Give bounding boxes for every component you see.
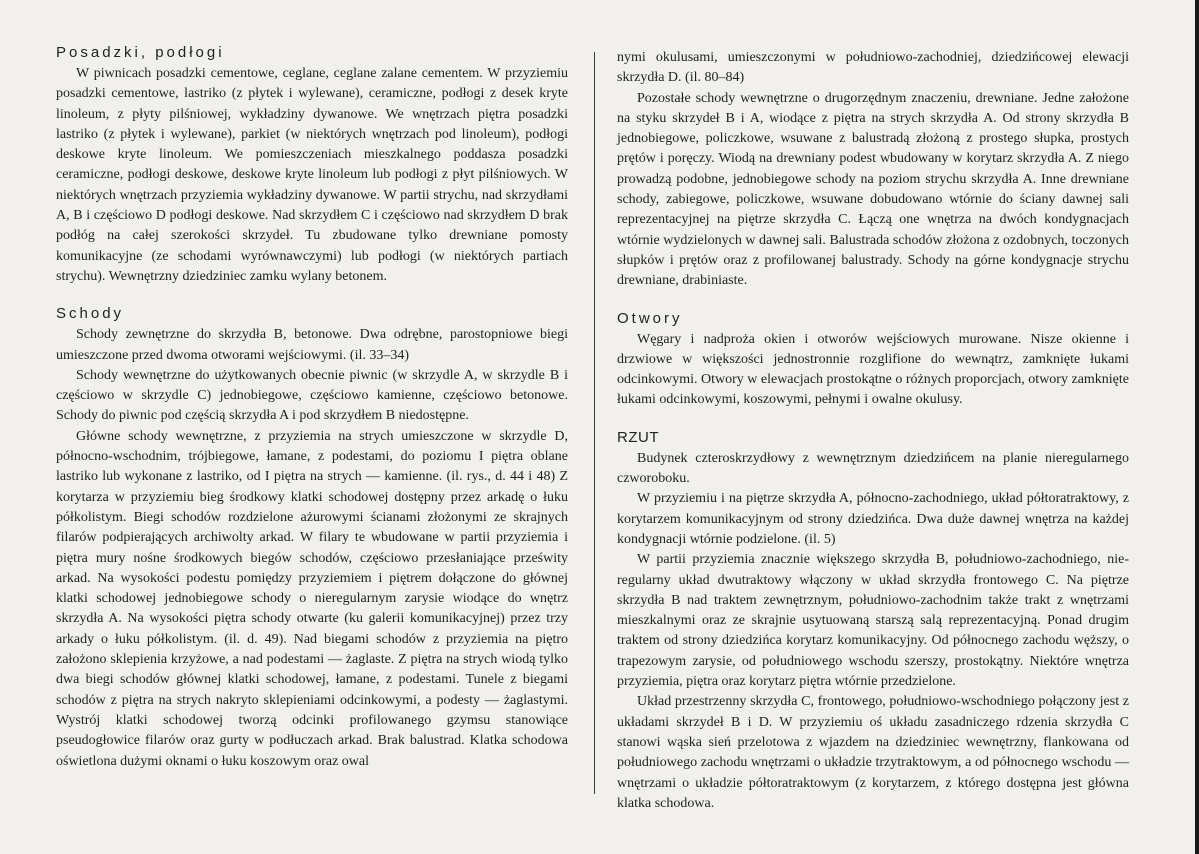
paragraph: Schody zewnętrzne do skrzydła B, betonowe. Dwa odrębne, parostopniowe biegi umieszczone przed dwoma otworami wejściowymi. (il. 33–34) — [56, 327, 568, 363]
paragraph-continuation: nymi okulusami, umieszczonymi w południowo-zachodniej, dziedzińcowej elewacji skrzydła D. (il. 80–84) — [617, 50, 1129, 86]
section-heading-plan: RZUT — [617, 428, 659, 446]
paragraph: W piwnicach posadzki cementowe, ceglane, ceglane zalane cementem. W przyziemiu posadzki cementowe, lastriko (z płytek i wylewane), ceramiczne, podłogi z desek kryte linoleum, z płyty pilśniowej, wykładziny dywanowe. We wnętrzach piętra posadzki lastriko (z płytek i wylewane), parkiet (w niektórych wnętrzach pod linoleum), podłogi deskowe kryte linoleum. We pomieszczeniach mieszkalnego poddasza posadzki ceramiczne, podłogi deskowe, deskowe kryte linoleum lub podłogi z płyt pilśniowych. W niektórych wnętrzach przyziemia wykładziny dywanowe. W partii strychu, nad skrzydłami A, B i częściowo D podłogi deskowe. Nad skrzydłem C i częściowo nad skrzydłem D brak podłóg na całej szerokości skrzydeł. Tu zbudowane tylko drewniane pomosty komunikacyjne (ze schodami wyrównawczymi) lub podłogi (w niektórych partiach strychu). Wewnętrzny dziedziniec zamku wylany betonem. — [56, 66, 568, 284]
paragraph: Węgary i nadproża okien i otworów wejściowych murowane. Nisze okienne i drzwiowe w większości jednostronnie rozglifione do wewnątrz, zamknięte łukami odcinkowymi. Otwory w elewacjach prostokątne o różnych proporcjach, otwory zamknięte łukami odcinkowymi, koszowymi, pełnymi i owalne okulusy. — [617, 331, 1129, 408]
paragraph: Pozostałe schody wewnętrzne o drugorzędnym znaczeniu, drewniane. Jedne założone na styku skrzydeł B i A, wiodące z piętra na strych skrzydła A. Od strony skrzydła B jednobiegowe, policzkowe, wsuwane z balustradą złożoną z prostego słupka, prostych prętów i poręczy. Wiodą na drewniany podest wbudowany w korytarz skrzydła A. Z niego prowadzą podobne, jednobiegowe schody na poziom strychu skrzydła A. Inne drewniane schody, zabiegowe, policzkowe, wsuwane dobudowano wtórnie do ściany dawnej sali reprezentacyjnej na piętrze skrzydła C. Łączą one wnętrza na dwóch kondygnacjach wtórnie wydzielonych w dawnej sali. Balustrada schodów złożona z ozdobnych, toczonych słupków i prętów oraz z profilowanej balustrady. Schody na górne kondygnacje strychu drewniane, drabiniaste. — [617, 90, 1129, 289]
page-edge — [1195, 0, 1199, 854]
section-heading-stairs: Schody — [56, 305, 125, 323]
paragraph: W partii przyziemia znacznie większego skrzydła B, południowo-zachodniego, nieregularny układ dwutraktowy włączony w układ skrzydła frontowego C. Na piętrze skrzydła B nad traktem zewnętrznym, południowo-zachodnim także trakt z wnętrzami mieszkalnymi oraz ze skrajnie usytuowaną starszą salą reprezentacyjną. Ponad drugim traktem od strony dziedzińca korytarz komunikacyjny. Od północnego zachodu węższy, o trapezowym zarysie, od południowego wschodu szerszy, prostokątny. Niektóre wnętrza przyziemia, piętra oraz korytarz piętra wtórnie przedzielone. — [617, 552, 1129, 690]
section-heading-floors: Posadzki, podłogi — [56, 44, 225, 61]
left-column — [56, 44, 568, 772]
section-heading-openings: Otwory — [617, 309, 683, 327]
paragraph: W przyziemiu i na piętrze skrzydła A, północno-zachodniego, układ półtoratraktowy, z korytarzem komunikacyjnym od strony dziedzińca. Dwa duże dawnej wnętrza na każdej kondygnacji wtórnie podzielone. (il. 5) — [617, 491, 1129, 547]
right-column — [617, 48, 1129, 814]
paragraph: Układ przestrzenny skrzydła C, frontowego, południowo-wschodniego połączony jest z układami skrzydeł B i D. W przyziemiu oś układu zasadniczego rdzenia skrzydła C stanowi wąska sień przelotowa z wjazdem na dziedziniec wewnętrzny, flankowana od południowego zachodu wnętrzami o układzie trzytraktowym, a od północnego wschodu — wnętrzami o układzie półtoratraktowym (z korytarzem, z którego dostępna jest główna klatka schodowa. — [617, 694, 1129, 811]
paragraph: Schody wewnętrzne do użytkowanych obecnie piwnic (w skrzydle A, w skrzydle B i częściowo w skrzydle C) jednobiegowe, częściowo kamienne, częściowo betonowe. Schody do piwnic pod częścią skrzydła A i pod skrzydłem B niedostępne. — [56, 367, 568, 424]
paragraph: Główne schody wewnętrzne, z przyziemia na strych umieszczone w skrzydle D, północno-wschodnim, trójbiegowe, łamane, z podestami, do poziomu I piętra oblane lastriko lub wykonane z lastriko, od I piętra na strych — kamienne. (il. rys., d. 44 i 48) Z korytarza w przyziemiu bieg środkowy klatki schodowej dostępny przez arkadę o łuku półkolistym. Biegi schodów rozdzielone ażurowymi ścianami złożonymi ze skrajnych filarów podpierających archiwolty arkad. W filary te wbudowane w partii przyziemia i piętra mury nośne środkowych biegów schodów, częściowo przesłaniające prześwity arkad. Na wysokości podestu pomiędzy przyziemiem i piętrem dołączone do głównej klatki schodowej jednobiegowe schody o nieregularnym zarysie wiodące do wnętrz skrzydła A. Na wysokości piętra schody otwarte (ku galerii komunikacyjnej) przez trzy arkady o łuku półkolistym. (il. d. 49). Nad biegami schodów z przyziemia na piętro założono sklepienia krzyżowe, a nad podestami — żaglaste. Z piętra na strych wiodą tylko dwa biegi schodów głównej klatki schodowej, łamane, z podestami. Tunele z biegami schodów z piętra na strych nakryto sklepieniami odcinkowymi, a podesty — żaglastymi. Wystrój klatki schodowej tworzą odcinki profilowanego gzymsu stanowiące pseudogłowice filarów oraz gurty w podłuczach arkad. Brak balustrad. Klatka schodowa oświetlona dużymi oknami o łuku koszowym oraz owal — [56, 428, 568, 769]
paragraph: Budynek czteroskrzydłowy z wewnętrznym dziedzińcem na planie nieregularnego czworoboku. — [617, 450, 1129, 487]
column-divider — [594, 52, 595, 794]
